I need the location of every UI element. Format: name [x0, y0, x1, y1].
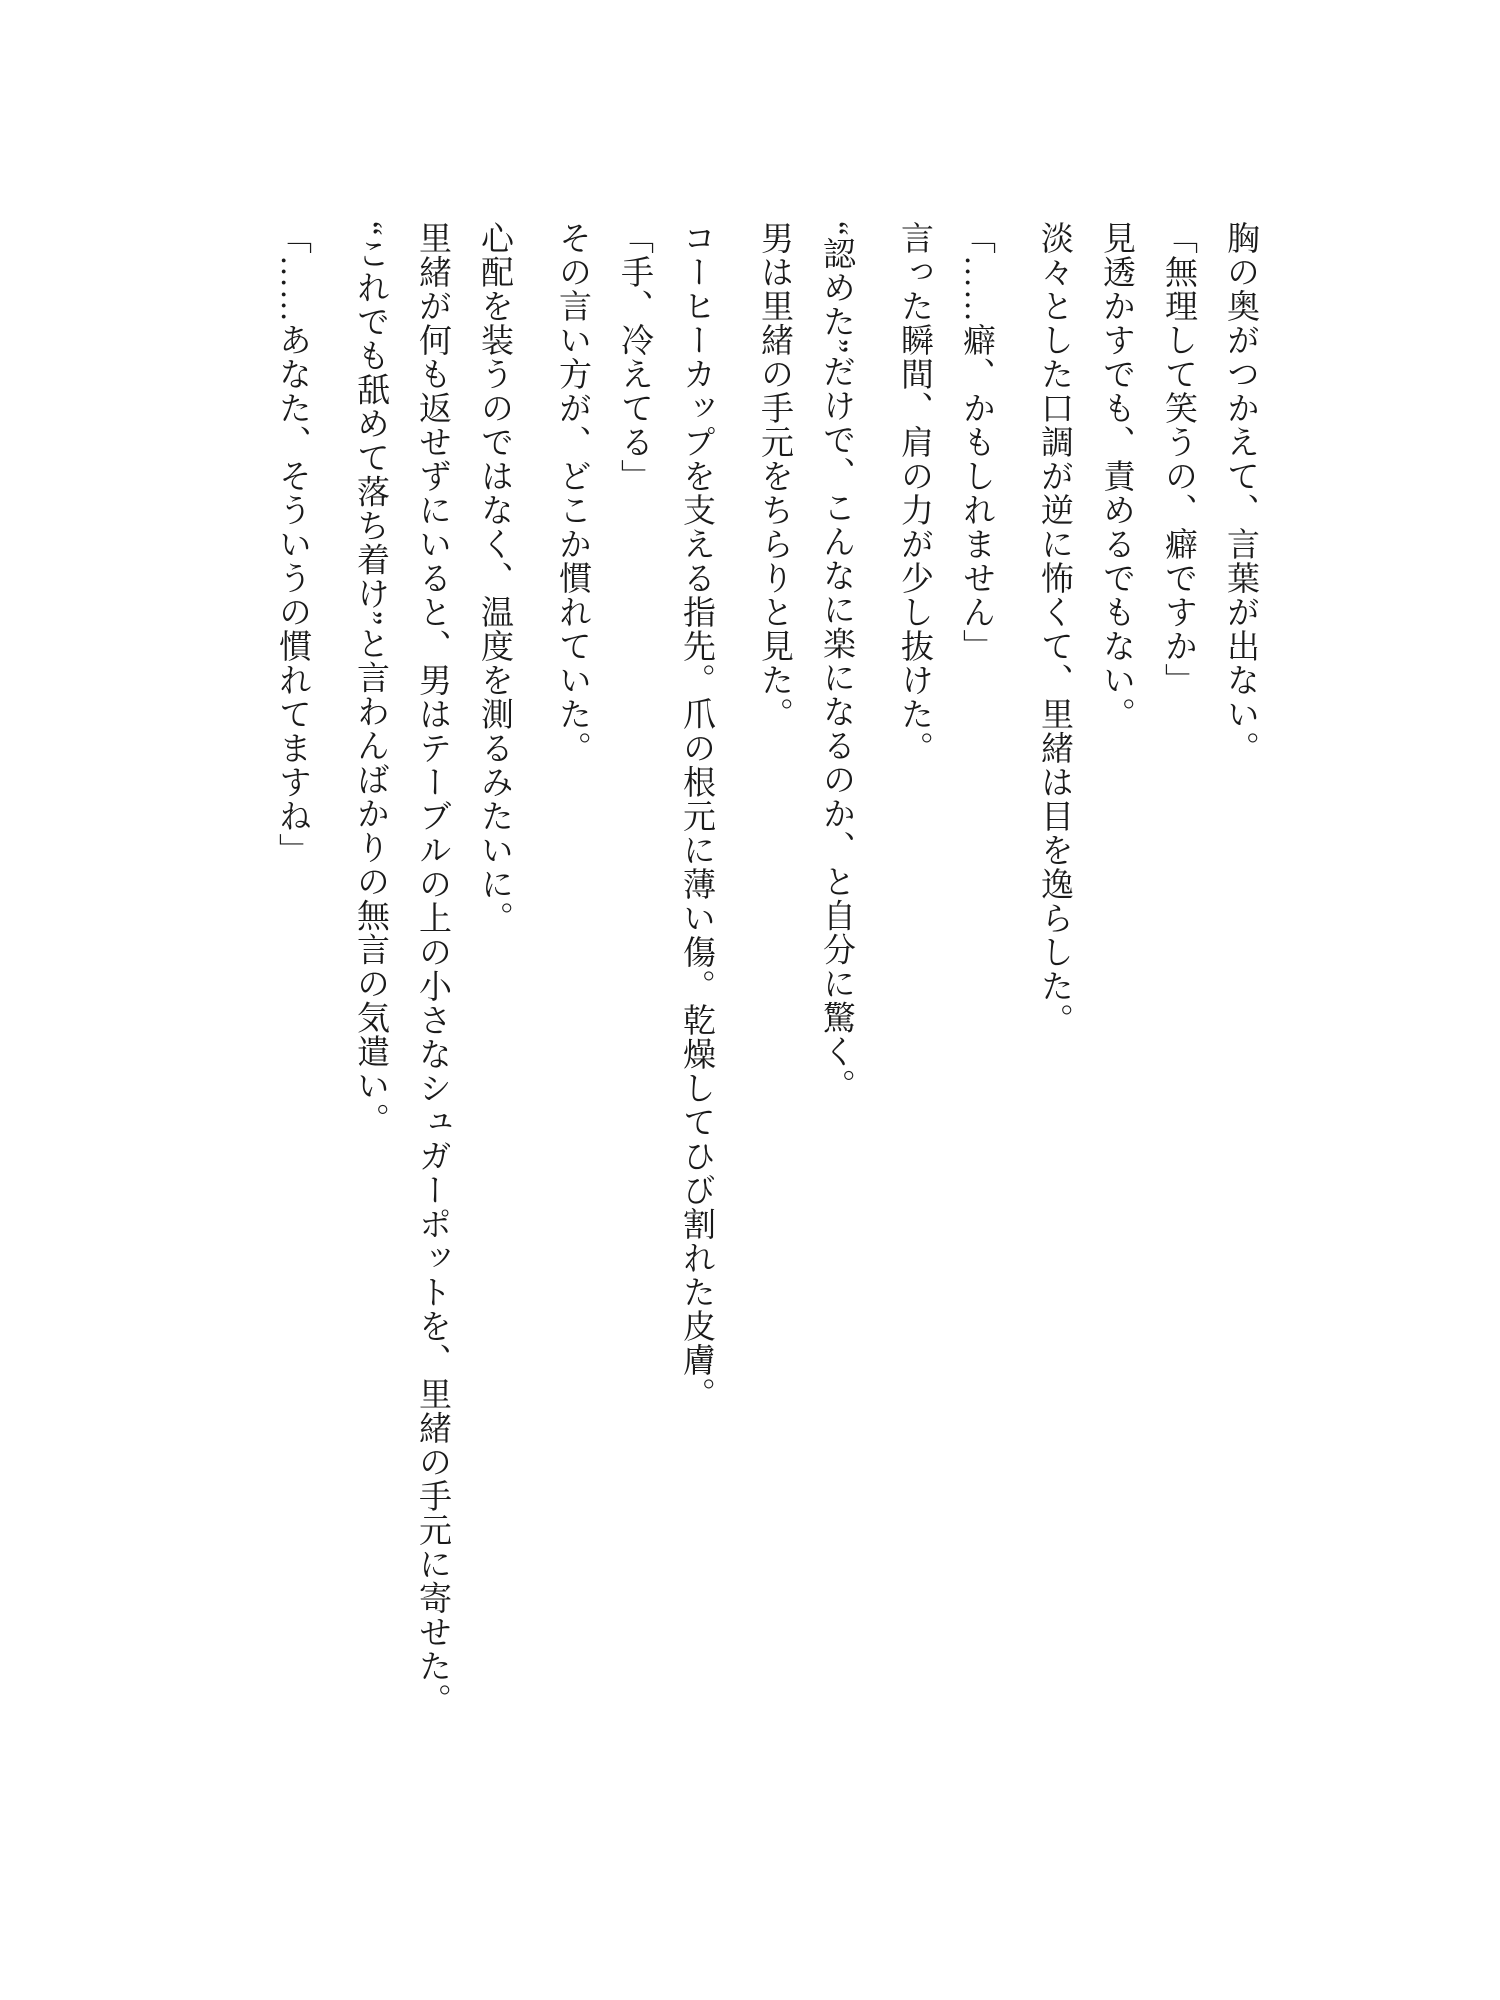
text-line: “これでも舐めて落ち着け”と言わんばかりの無言の気遣い。: [352, 221, 388, 1137]
vertical-text-block: [261, 221, 1271, 1821]
paragraph-group: [339, 221, 525, 1821]
text-line: 「……癖、かもしれません」: [958, 221, 994, 663]
paragraph-group: [743, 221, 867, 1821]
text-line: コーヒーカップを支える指先。爪の根元に薄い傷。乾燥してひび割れた皮膚。: [678, 221, 714, 1411]
paragraph-group: [261, 221, 323, 1821]
text-line: 「……あなた、そういうの慣れてますね」: [274, 221, 310, 867]
text-line: その言い方が、どこか慣れていた。: [554, 221, 590, 765]
text-line: 見透かすでも、責めるでもない。: [1098, 221, 1134, 731]
paragraph-group: [883, 221, 1007, 1821]
paragraph-group: [1023, 221, 1271, 1821]
text-line: 「手、冷えてる」: [616, 221, 652, 493]
text-line: 里緒が何も返せずにいると、男はテーブルの上の小さなシュガーポットを、里緒の手元に寄せた。: [414, 221, 450, 1717]
text-line: 言った瞬間、肩の力が少し抜けた。: [896, 221, 932, 765]
text-line: 心配を装うのではなく、温度を測るみたいに。: [476, 221, 512, 935]
text-line: “認めた”だけで、こんなに楽になるのか、と自分に驚く。: [818, 221, 854, 1103]
text-line: 胸の奥がつかえて、言葉が出ない。: [1222, 221, 1258, 765]
text-line: 淡々とした口調が逆に怖くて、里緒は目を逸らした。: [1036, 221, 1072, 1037]
text-line: 「無理して笑うの、癖ですか」: [1160, 221, 1196, 697]
text-line: 男は里緒の手元をちらりと見た。: [756, 221, 792, 731]
paragraph-group: [541, 221, 727, 1821]
